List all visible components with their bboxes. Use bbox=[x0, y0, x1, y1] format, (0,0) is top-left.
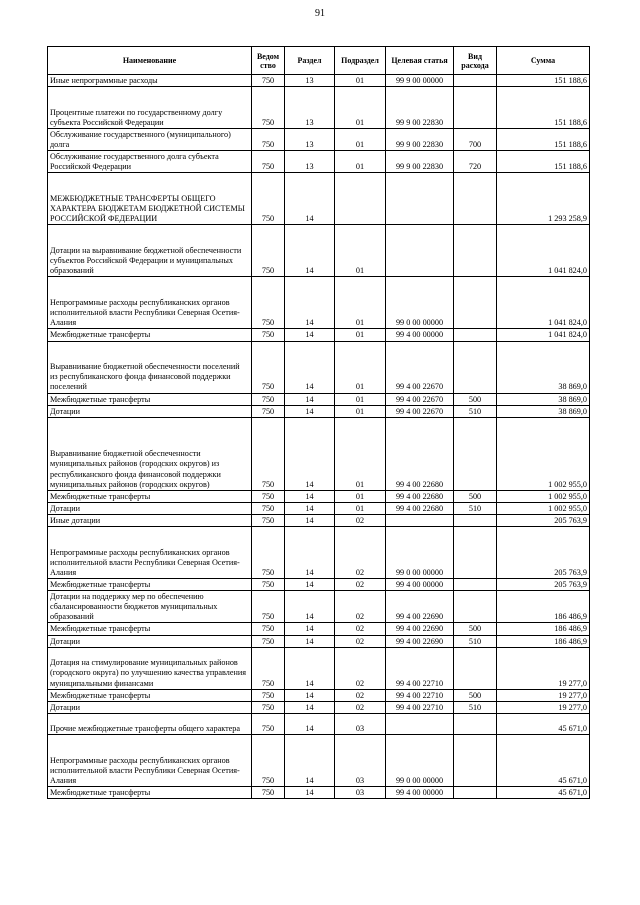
row-department: 750 bbox=[252, 623, 285, 635]
row-section: 14 bbox=[285, 341, 335, 393]
row-name: Выравнивание бюджетной обеспеченности муниципальных районов (городских округов) из республиканского фонда финансовой поддержки муниципальных районов (городских округов) bbox=[48, 417, 252, 490]
row-expense-type: 510 bbox=[454, 635, 497, 647]
row-expense-type bbox=[454, 713, 497, 734]
row-amount: 205 763,9 bbox=[497, 527, 590, 579]
row-expense-type: 500 bbox=[454, 689, 497, 701]
row-section: 14 bbox=[285, 786, 335, 798]
row-subsection: 01 bbox=[335, 502, 386, 514]
header-department: Ведом ство bbox=[252, 47, 285, 75]
row-subsection: 01 bbox=[335, 87, 386, 129]
row-subsection: 02 bbox=[335, 514, 386, 526]
row-amount: 38 869,0 bbox=[497, 341, 590, 393]
row-department: 750 bbox=[252, 647, 285, 689]
row-target-item: 99 9 00 22830 bbox=[386, 87, 454, 129]
table-row bbox=[48, 514, 590, 526]
row-subsection: 01 bbox=[335, 151, 386, 173]
row-subsection: 01 bbox=[335, 129, 386, 151]
row-name: Дотации на поддержку мер по обеспечению сбалансированности бюджетов муниципальных образований bbox=[48, 591, 252, 623]
row-amount: 38 869,0 bbox=[497, 393, 590, 405]
row-section: 14 bbox=[285, 417, 335, 490]
row-name: Непрограммные расходы республиканских органов исполнительной власти Республики Северная Осетия-Алания bbox=[48, 734, 252, 786]
table-row bbox=[48, 490, 590, 502]
row-amount: 151 188,6 bbox=[497, 151, 590, 173]
row-name: Иные непрограммные расходы bbox=[48, 75, 252, 87]
table-row bbox=[48, 151, 590, 173]
row-amount: 151 188,6 bbox=[497, 129, 590, 151]
table-row bbox=[48, 502, 590, 514]
row-target-item: 99 4 00 22680 bbox=[386, 417, 454, 490]
header-target-item: Целевая статья bbox=[386, 47, 454, 75]
row-name: Дотация на стимулирование муниципальных районов (городского округа) по улучшению качества управления муниципальными финансами bbox=[48, 647, 252, 689]
row-amount: 151 188,6 bbox=[497, 75, 590, 87]
row-expense-type bbox=[454, 734, 497, 786]
row-department: 750 bbox=[252, 786, 285, 798]
row-expense-type: 700 bbox=[454, 129, 497, 151]
table-row bbox=[48, 786, 590, 798]
row-subsection: 01 bbox=[335, 225, 386, 277]
row-section: 14 bbox=[285, 623, 335, 635]
table-row bbox=[48, 277, 590, 329]
row-section: 14 bbox=[285, 329, 335, 341]
row-name: Обслуживание государственного долга субъекта Российской Федерации bbox=[48, 151, 252, 173]
row-department: 750 bbox=[252, 87, 285, 129]
row-amount: 19 277,0 bbox=[497, 701, 590, 713]
table-row bbox=[48, 689, 590, 701]
table-row bbox=[48, 75, 590, 87]
row-section: 14 bbox=[285, 635, 335, 647]
row-subsection: 02 bbox=[335, 591, 386, 623]
row-name: Дотации bbox=[48, 701, 252, 713]
row-department: 750 bbox=[252, 405, 285, 417]
row-target-item: 99 4 00 00000 bbox=[386, 786, 454, 798]
row-department: 750 bbox=[252, 129, 285, 151]
table-row bbox=[48, 173, 590, 225]
row-target-item: 99 4 00 22680 bbox=[386, 490, 454, 502]
table-row bbox=[48, 417, 590, 490]
row-amount: 45 671,0 bbox=[497, 713, 590, 734]
row-subsection: 01 bbox=[335, 393, 386, 405]
row-department: 750 bbox=[252, 514, 285, 526]
table-row bbox=[48, 647, 590, 689]
header-subsection: Подраздел bbox=[335, 47, 386, 75]
row-amount: 45 671,0 bbox=[497, 734, 590, 786]
table-row bbox=[48, 129, 590, 151]
row-name: Межбюджетные трансферты bbox=[48, 786, 252, 798]
row-amount: 1 041 824,0 bbox=[497, 329, 590, 341]
row-target-item: 99 4 00 22710 bbox=[386, 701, 454, 713]
table-row bbox=[48, 393, 590, 405]
table-row bbox=[48, 341, 590, 393]
row-amount: 151 188,6 bbox=[497, 87, 590, 129]
row-amount: 1 002 955,0 bbox=[497, 502, 590, 514]
row-amount: 205 763,9 bbox=[497, 514, 590, 526]
row-amount: 1 002 955,0 bbox=[497, 417, 590, 490]
row-expense-type bbox=[454, 417, 497, 490]
page-number: 91 bbox=[315, 8, 325, 19]
row-name: Межбюджетные трансферты bbox=[48, 689, 252, 701]
row-expense-type bbox=[454, 591, 497, 623]
row-target-item: 99 9 00 00000 bbox=[386, 75, 454, 87]
row-section: 13 bbox=[285, 129, 335, 151]
row-section: 14 bbox=[285, 701, 335, 713]
row-name: Иные дотации bbox=[48, 514, 252, 526]
row-expense-type bbox=[454, 527, 497, 579]
row-name: МЕЖБЮДЖЕТНЫЕ ТРАНСФЕРТЫ ОБЩЕГО ХАРАКТЕРА БЮДЖЕТАМ БЮДЖЕТНОЙ СИСТЕМЫ РОССИЙСКОЙ ФЕДЕРАЦИИ bbox=[48, 173, 252, 225]
table-row bbox=[48, 527, 590, 579]
row-subsection: 02 bbox=[335, 579, 386, 591]
row-section: 13 bbox=[285, 75, 335, 87]
row-subsection: 01 bbox=[335, 490, 386, 502]
table-row bbox=[48, 405, 590, 417]
row-expense-type bbox=[454, 647, 497, 689]
row-target-item: 99 0 00 00000 bbox=[386, 527, 454, 579]
header-expense-type: Вид расхода bbox=[454, 47, 497, 75]
row-section: 14 bbox=[285, 579, 335, 591]
row-section: 14 bbox=[285, 173, 335, 225]
budget-table bbox=[47, 46, 590, 799]
row-subsection: 03 bbox=[335, 786, 386, 798]
row-expense-type bbox=[454, 87, 497, 129]
row-amount: 45 671,0 bbox=[497, 786, 590, 798]
row-section: 14 bbox=[285, 527, 335, 579]
row-section: 14 bbox=[285, 647, 335, 689]
row-department: 750 bbox=[252, 701, 285, 713]
row-department: 750 bbox=[252, 713, 285, 734]
row-expense-type bbox=[454, 225, 497, 277]
table-row bbox=[48, 579, 590, 591]
row-expense-type bbox=[454, 786, 497, 798]
row-name: Прочие межбюджетные трансферты общего характера bbox=[48, 713, 252, 734]
row-subsection: 01 bbox=[335, 405, 386, 417]
row-subsection: 02 bbox=[335, 623, 386, 635]
row-section: 14 bbox=[285, 502, 335, 514]
row-subsection bbox=[335, 173, 386, 225]
row-amount: 19 277,0 bbox=[497, 647, 590, 689]
row-target-item: 99 4 00 22670 bbox=[386, 405, 454, 417]
table-row bbox=[48, 734, 590, 786]
row-subsection: 02 bbox=[335, 635, 386, 647]
row-section: 14 bbox=[285, 591, 335, 623]
row-subsection: 01 bbox=[335, 75, 386, 87]
row-target-item: 99 4 00 22670 bbox=[386, 393, 454, 405]
row-expense-type bbox=[454, 277, 497, 329]
row-amount: 186 486,9 bbox=[497, 635, 590, 647]
row-expense-type: 500 bbox=[454, 623, 497, 635]
row-target-item: 99 4 00 22670 bbox=[386, 341, 454, 393]
row-expense-type bbox=[454, 579, 497, 591]
row-department: 750 bbox=[252, 277, 285, 329]
row-target-item bbox=[386, 225, 454, 277]
row-department: 750 bbox=[252, 591, 285, 623]
row-name: Процентные платежи по государственному долгу субъекта Российской Федерации bbox=[48, 87, 252, 129]
row-section: 14 bbox=[285, 514, 335, 526]
row-amount: 38 869,0 bbox=[497, 405, 590, 417]
row-target-item: 99 0 00 00000 bbox=[386, 277, 454, 329]
row-amount: 19 277,0 bbox=[497, 689, 590, 701]
row-expense-type: 510 bbox=[454, 502, 497, 514]
row-subsection: 02 bbox=[335, 647, 386, 689]
row-target-item: 99 9 00 22830 bbox=[386, 151, 454, 173]
row-name: Обслуживание государственного (муниципального) долга bbox=[48, 129, 252, 151]
row-target-item bbox=[386, 514, 454, 526]
row-subsection: 01 bbox=[335, 277, 386, 329]
header-amount: Сумма bbox=[497, 47, 590, 75]
row-department: 750 bbox=[252, 393, 285, 405]
row-name: Непрограммные расходы республиканских органов исполнительной власти Республики Северная Осетия-Алания bbox=[48, 277, 252, 329]
row-expense-type: 510 bbox=[454, 405, 497, 417]
row-expense-type bbox=[454, 514, 497, 526]
row-subsection: 01 bbox=[335, 417, 386, 490]
row-expense-type: 720 bbox=[454, 151, 497, 173]
row-section: 14 bbox=[285, 713, 335, 734]
header-row bbox=[48, 47, 590, 75]
row-name: Межбюджетные трансферты bbox=[48, 490, 252, 502]
row-target-item: 99 9 00 22830 bbox=[386, 129, 454, 151]
row-expense-type bbox=[454, 329, 497, 341]
row-department: 750 bbox=[252, 635, 285, 647]
row-section: 13 bbox=[285, 151, 335, 173]
row-expense-type bbox=[454, 341, 497, 393]
row-target-item bbox=[386, 173, 454, 225]
row-target-item: 99 4 00 22710 bbox=[386, 647, 454, 689]
row-name: Дотации bbox=[48, 405, 252, 417]
row-subsection: 01 bbox=[335, 341, 386, 393]
row-department: 750 bbox=[252, 734, 285, 786]
header-section: Раздел bbox=[285, 47, 335, 75]
row-name: Дотации bbox=[48, 502, 252, 514]
row-target-item: 99 4 00 22690 bbox=[386, 591, 454, 623]
row-section: 14 bbox=[285, 277, 335, 329]
row-target-item: 99 4 00 00000 bbox=[386, 579, 454, 591]
row-subsection: 02 bbox=[335, 527, 386, 579]
row-target-item: 99 4 00 22690 bbox=[386, 635, 454, 647]
row-department: 750 bbox=[252, 527, 285, 579]
row-section: 14 bbox=[285, 393, 335, 405]
row-section: 13 bbox=[285, 87, 335, 129]
row-expense-type: 510 bbox=[454, 701, 497, 713]
row-name: Дотации на выравнивание бюджетной обеспеченности субъектов Российской Федерации и муниципальных образований bbox=[48, 225, 252, 277]
row-target-item: 99 4 00 22680 bbox=[386, 502, 454, 514]
row-target-item: 99 4 00 00000 bbox=[386, 329, 454, 341]
row-subsection: 02 bbox=[335, 689, 386, 701]
row-amount: 1 041 824,0 bbox=[497, 277, 590, 329]
row-name: Межбюджетные трансферты bbox=[48, 393, 252, 405]
row-amount: 1 041 824,0 bbox=[497, 225, 590, 277]
row-department: 750 bbox=[252, 417, 285, 490]
row-expense-type: 500 bbox=[454, 393, 497, 405]
row-department: 750 bbox=[252, 225, 285, 277]
table-row bbox=[48, 329, 590, 341]
row-name: Дотации bbox=[48, 635, 252, 647]
row-amount: 186 486,9 bbox=[497, 623, 590, 635]
row-expense-type bbox=[454, 173, 497, 225]
row-department: 750 bbox=[252, 502, 285, 514]
row-department: 750 bbox=[252, 579, 285, 591]
row-amount: 1 002 955,0 bbox=[497, 490, 590, 502]
header-name: Наименование bbox=[48, 47, 252, 75]
row-section: 14 bbox=[285, 490, 335, 502]
row-department: 750 bbox=[252, 75, 285, 87]
row-department: 750 bbox=[252, 329, 285, 341]
row-department: 750 bbox=[252, 490, 285, 502]
row-department: 750 bbox=[252, 689, 285, 701]
row-section: 14 bbox=[285, 689, 335, 701]
table-row bbox=[48, 591, 590, 623]
table-row bbox=[48, 225, 590, 277]
row-subsection: 01 bbox=[335, 329, 386, 341]
row-subsection: 03 bbox=[335, 734, 386, 786]
table-row bbox=[48, 713, 590, 734]
row-section: 14 bbox=[285, 225, 335, 277]
table-row bbox=[48, 635, 590, 647]
row-department: 750 bbox=[252, 151, 285, 173]
row-amount: 1 293 258,9 bbox=[497, 173, 590, 225]
table-row bbox=[48, 87, 590, 129]
row-name: Межбюджетные трансферты bbox=[48, 329, 252, 341]
row-amount: 186 486,9 bbox=[497, 591, 590, 623]
row-name: Межбюджетные трансферты bbox=[48, 579, 252, 591]
row-expense-type: 500 bbox=[454, 490, 497, 502]
row-department: 750 bbox=[252, 341, 285, 393]
row-target-item: 99 4 00 22710 bbox=[386, 689, 454, 701]
row-name: Выравнивание бюджетной обеспеченности поселений из республиканского фонда финансовой поддержки поселений bbox=[48, 341, 252, 393]
row-amount: 205 763,9 bbox=[497, 579, 590, 591]
row-name: Межбюджетные трансферты bbox=[48, 623, 252, 635]
table-row bbox=[48, 701, 590, 713]
row-expense-type bbox=[454, 75, 497, 87]
row-subsection: 02 bbox=[335, 701, 386, 713]
row-department: 750 bbox=[252, 173, 285, 225]
row-section: 14 bbox=[285, 405, 335, 417]
row-target-item: 99 0 00 00000 bbox=[386, 734, 454, 786]
row-name: Непрограммные расходы республиканских органов исполнительной власти Республики Северная Осетия-Алания bbox=[48, 527, 252, 579]
table-row bbox=[48, 623, 590, 635]
row-section: 14 bbox=[285, 734, 335, 786]
row-subsection: 03 bbox=[335, 713, 386, 734]
row-target-item: 99 4 00 22690 bbox=[386, 623, 454, 635]
row-target-item bbox=[386, 713, 454, 734]
